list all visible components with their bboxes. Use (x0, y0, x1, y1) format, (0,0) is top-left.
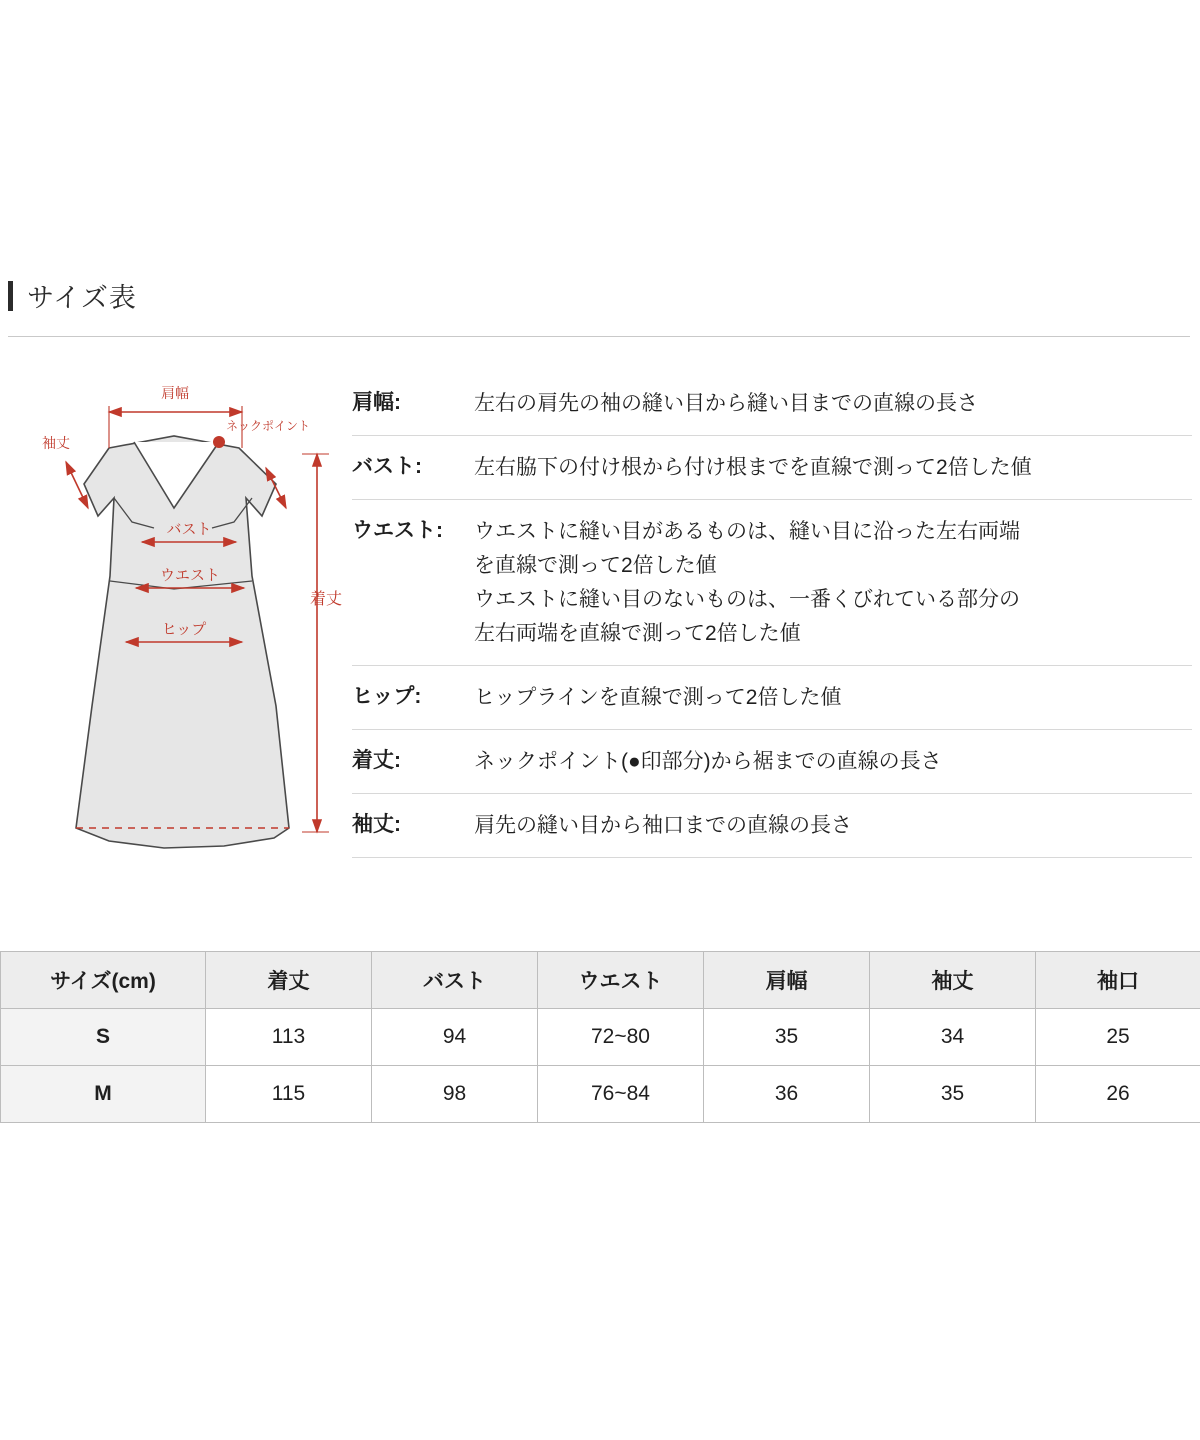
measurement-definitions (352, 372, 1192, 858)
table-cell: 34 (870, 1009, 1036, 1066)
definition-term: 着丈: (352, 749, 401, 773)
definition-term: ウエスト: (352, 519, 443, 543)
table-cell: 35 (704, 1009, 870, 1066)
label-bust: バスト (166, 521, 212, 538)
page-title: サイズ表 (27, 283, 137, 313)
definition-row (352, 436, 1192, 500)
table-header-cell: バスト (372, 952, 538, 1009)
table-cell-size: S (1, 1009, 206, 1066)
heading-accent-bar (8, 281, 13, 311)
dress-measurement-diagram (14, 376, 344, 876)
table-row (1, 1066, 1200, 1123)
definition-description: 左右の肩先の袖の縫い目から縫い目までの直線の長さ (474, 392, 978, 415)
table-header-cell: ウエスト (538, 952, 704, 1009)
table-cell: 26 (1036, 1066, 1200, 1123)
definition-row (352, 500, 1192, 666)
table-header-row (1, 952, 1200, 1009)
label-dress-length: 着丈 (310, 591, 343, 608)
label-waist: ウエスト (159, 567, 221, 584)
table-cell-size: M (1, 1066, 206, 1123)
definition-row (352, 730, 1192, 794)
definition-description: 肩先の縫い目から袖口までの直線の長さ (474, 814, 852, 838)
definition-row (352, 372, 1192, 436)
heading-divider (8, 336, 1190, 337)
table-row (1, 1009, 1200, 1066)
table-cell: 36 (704, 1066, 870, 1123)
definition-term: 肩幅: (352, 391, 401, 414)
label-shoulder: 肩幅 (161, 385, 189, 401)
definition-row (352, 666, 1192, 730)
table-cell: 25 (1036, 1009, 1200, 1066)
table-cell: 115 (206, 1066, 372, 1123)
table-cell: 35 (870, 1066, 1036, 1123)
table-header-cell: 袖口 (1036, 952, 1200, 1009)
definition-row (352, 794, 1192, 858)
table-header-cell: サイズ(cm) (1, 952, 206, 1009)
table-header-cell: 肩幅 (704, 952, 870, 1009)
definition-description: ネックポイント(●印部分)から裾までの直線の長さ (474, 750, 942, 774)
definition-term: ヒップ: (352, 685, 422, 709)
definition-term: 袖丈: (352, 813, 401, 837)
label-hip: ヒップ (161, 621, 207, 638)
table-cell: 98 (372, 1066, 538, 1123)
size-table (0, 951, 1200, 1123)
label-sleeve-length: 袖丈 (42, 435, 70, 451)
section-heading (8, 276, 137, 315)
definition-term: バスト: (352, 455, 422, 479)
label-neck-point: ネックポイント (226, 419, 311, 433)
definition-description: 左右脇下の付け根から付け根までを直線で測って2倍した値 (474, 456, 1032, 480)
table-cell: 76~84 (538, 1066, 704, 1123)
table-cell: 94 (372, 1009, 538, 1066)
table-cell: 113 (206, 1009, 372, 1066)
table-header-cell: 袖丈 (870, 952, 1036, 1009)
table-header-cell: 着丈 (206, 952, 372, 1009)
table-cell: 72~80 (538, 1009, 704, 1066)
definition-description: ウエストに縫い目があるものは、縫い目に沿った左右両端 を直線で測って2倍した値 ウエストに縫い目のないものは、一番くびれている部分の 左右両端を直線で測って2倍した値 (474, 520, 1020, 646)
neck-point-marker (213, 436, 225, 448)
definition-description: ヒップラインを直線で測って2倍した値 (474, 686, 842, 710)
